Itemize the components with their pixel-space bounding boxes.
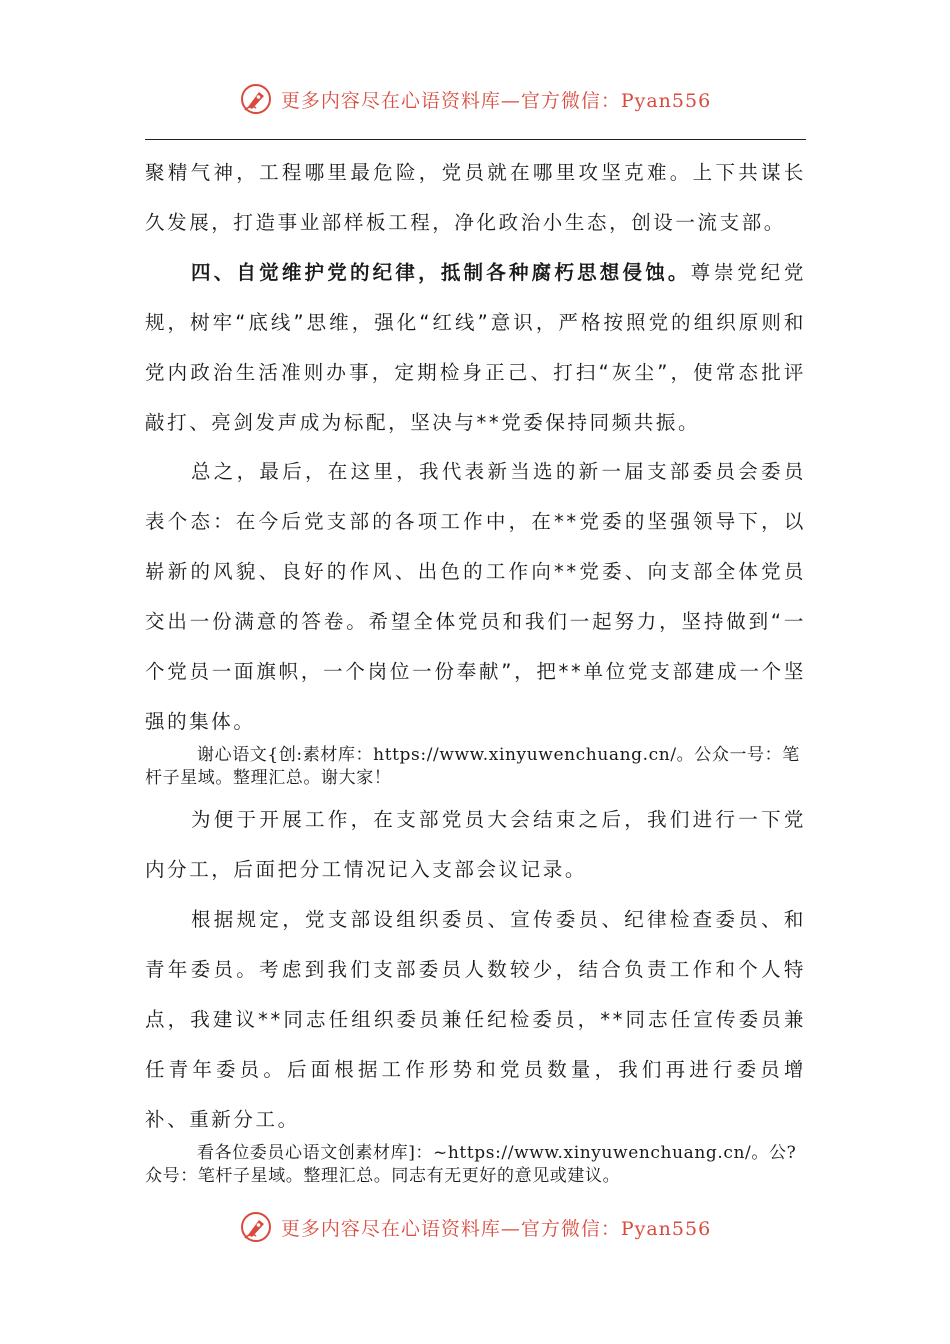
brand-text-footer: 更多内容尽在心语资料库—官方微信：Pyan556 [280,1217,712,1240]
section-heading-4: 四、自觉维护党的纪律，抵制各种腐朽思想侵蚀。 [191,261,691,284]
page-header [0,82,950,120]
source-note-1 [145,744,806,790]
brand-banner-footer [239,1210,711,1244]
note-2: 看各位委员心语文创素材库]：~https://www.xinyuwenchuang.cn/。公?众号：笔杆子星域。整理汇总。同志有无更好的意见或建议。 [145,1143,797,1186]
source-note-2 [145,1142,806,1188]
paragraph-5: 根据规定，党支部设组织委员、宣传委员、纪律检查委员、和青年委员。考虑到我们支部委员人数较少，结合负责工作和个人特点，我建议**同志任组织委员兼任纪检委员，**同志任宣传委员兼任青年委员。后面根据工作形势和党员数量，我们再进行委员增补、重新分工。 [145,908,806,1131]
paragraph-continuation [145,148,806,248]
brand-text: 更多内容尽在心语资料库—官方微信：Pyan556 [280,89,712,112]
paragraph-assignment [145,895,806,1145]
paragraph-2 [145,248,806,448]
brand-banner [239,82,711,116]
paragraph-summary [145,447,806,747]
paragraph-2-body: 尊崇党纪党规，树牢“底线”思维，强化“红线”意识，严格按照党的组织原则和党内政治生活准则办事，定期检身正己、打扫“灰尘”，使常态批评敲打、亮剑发声成为标配，坚决与**党委保持同频共振。 [145,261,806,434]
note-1: 谢心语文{创:素材库：https://www.xinyuwenchuang.cn/。公众一号：笔杆子星域。整理汇总。谢大家！ [145,745,800,788]
paragraph-3: 总之，最后，在这里，我代表新当选的新一届支部委员会委员表个态：在今后党支部的各项工作中，在**党委的坚强领导下，以崭新的风貌、良好的作风、出色的工作向**党委、向支部全体党员交出一份满意的答卷。希望全体党员和我们一起努力，坚持做到“一个党员一面旗帜，一个岗位一份奉献”，把**单位党支部建成一个坚强的集体。 [145,460,806,733]
page-footer [0,1210,950,1248]
paragraph-1: 聚精气神，工程哪里最危险，党员就在哪里攻坚克难。上下共谋长久发展，打造事业部样板工程，净化政治小生态，创设一流支部。 [145,161,806,234]
paragraph-4: 为便于开展工作，在支部党员大会结束之后，我们进行一下党内分工，后面把分工情况记入支部会议记录。 [145,808,806,881]
header-divider [145,139,806,140]
paragraph-division [145,795,806,895]
paragraph-discipline [145,248,806,448]
pen-nib-icon [239,82,273,116]
pen-nib-icon [239,1210,273,1244]
